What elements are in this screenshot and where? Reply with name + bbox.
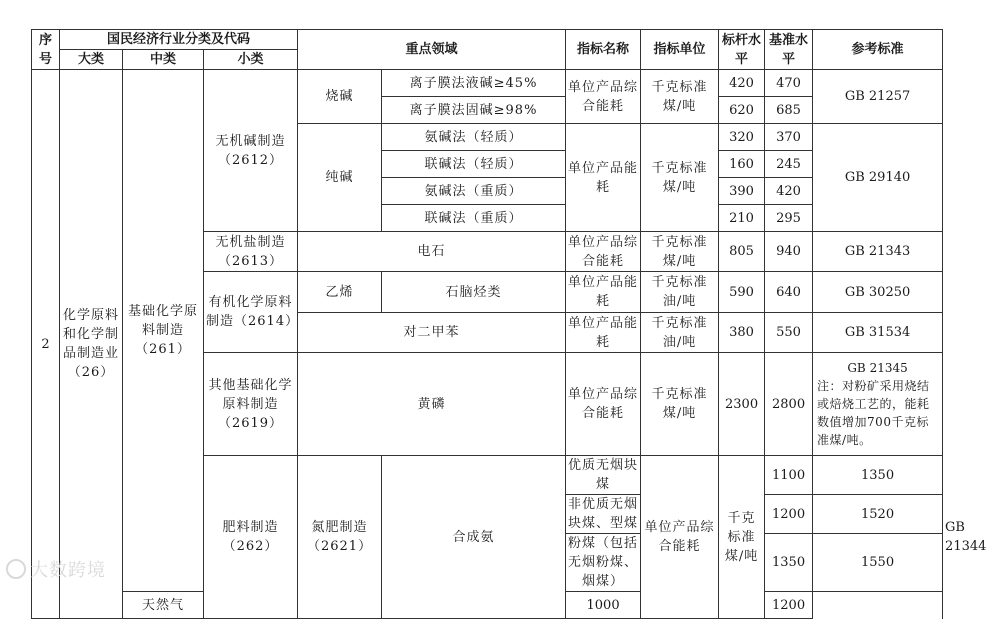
baseline-cell: 685 <box>765 97 813 124</box>
baseline-cell: 1550 <box>813 534 943 592</box>
minor-nitrogen-cell: 氮肥制造（2621） <box>298 456 382 619</box>
area-cell: 黄磷 <box>298 353 566 456</box>
baseline-cell: 420 <box>765 178 813 205</box>
baseline-cell: 640 <box>765 272 813 313</box>
benchmark-cell: 420 <box>719 70 765 97</box>
benchmark-cell: 160 <box>719 151 765 178</box>
caustic-cell: 烧碱 <box>298 70 382 124</box>
header-row-1 <box>32 30 943 50</box>
header-benchmark: 标杆水平 <box>719 30 765 70</box>
indicator-cell: 单位产品综合能耗 <box>566 232 641 272</box>
area-cell: 石脑烃类 <box>382 272 566 313</box>
benchmark-cell: 380 <box>719 313 765 353</box>
baseline-cell: 940 <box>765 232 813 272</box>
area-cell: 优质无烟块煤 <box>566 456 641 495</box>
area-cell: 粉煤（包括无烟粉煤、烟煤） <box>566 534 641 592</box>
baseline-cell: 245 <box>765 151 813 178</box>
reference-cell: GB 31534 <box>813 313 943 353</box>
table-row <box>32 70 943 97</box>
minor-organic-cell: 有机化学原料制造（2614） <box>204 272 298 353</box>
middle-fertilizer-cell: 肥料制造（262） <box>204 456 298 619</box>
header-indicator-unit: 指标单位 <box>641 30 719 70</box>
benchmark-cell: 1200 <box>765 495 813 534</box>
benchmark-cell: 590 <box>719 272 765 313</box>
minor-salt-cell: 无机盐制造（2613） <box>204 232 298 272</box>
reference-cell <box>813 353 943 456</box>
benchmark-cell: 1350 <box>765 534 813 592</box>
baseline-cell: 1200 <box>765 592 813 619</box>
minor-alkali-cell: 无机碱制造（2612） <box>204 70 298 232</box>
benchmark-cell: 620 <box>719 97 765 124</box>
indicator-cell: 单位产品综合能耗 <box>641 456 719 619</box>
area-cell: 联碱法（重质） <box>382 205 566 232</box>
header-industry-class: 国民经济行业分类及代码 <box>60 30 298 50</box>
area-cell: 联碱法（轻质） <box>382 151 566 178</box>
unit-cell: 千克标准煤/吨 <box>641 124 719 232</box>
benchmark-cell: 1100 <box>765 456 813 495</box>
reference-cell: GB 21257 <box>813 70 943 124</box>
energy-benchmark-table <box>31 29 986 619</box>
baseline-cell: 470 <box>765 70 813 97</box>
baseline-cell: 550 <box>765 313 813 353</box>
ethylene-cell: 乙烯 <box>298 272 382 313</box>
benchmark-cell: 320 <box>719 124 765 151</box>
baseline-cell: 1350 <box>813 456 943 495</box>
baseline-cell: 370 <box>765 124 813 151</box>
area-cell: 氨碱法（轻质） <box>382 124 566 151</box>
header-indicator-name: 指标名称 <box>566 30 641 70</box>
ammonia-cell: 合成氨 <box>382 456 566 619</box>
area-cell: 氨碱法（重质） <box>382 178 566 205</box>
header-key-area: 重点领域 <box>298 30 566 70</box>
benchmark-cell: 2300 <box>719 353 765 456</box>
watermark <box>6 556 106 582</box>
baseline-cell: 1520 <box>813 495 943 534</box>
unit-cell: 千克标准煤/吨 <box>719 456 765 619</box>
benchmark-cell: 210 <box>719 205 765 232</box>
indicator-cell: 单位产品能耗 <box>566 313 641 353</box>
baseline-cell: 2800 <box>765 353 813 456</box>
benchmark-cell: 1000 <box>566 592 641 619</box>
minor-other-cell: 其他基础化学原料制造（2619） <box>204 353 298 456</box>
watermark-text: 大数跨境 <box>30 560 106 581</box>
unit-cell: 千克标准油/吨 <box>641 313 719 353</box>
header-middle: 中类 <box>123 50 204 70</box>
unit-cell: 千克标准煤/吨 <box>641 70 719 124</box>
benchmark-cell: 805 <box>719 232 765 272</box>
indicator-cell: 单位产品综合能耗 <box>566 353 641 456</box>
area-cell: 对二甲苯 <box>298 313 566 353</box>
benchmark-cell: 390 <box>719 178 765 205</box>
unit-cell: 千克标准煤/吨 <box>641 232 719 272</box>
seq-cell: 2 <box>32 70 60 619</box>
indicator-cell: 单位产品综合能耗 <box>566 70 641 124</box>
reference-standard: GB 21345 <box>847 361 908 375</box>
middle-basic-cell: 基础化学原料制造（261） <box>123 70 204 592</box>
reference-cell: GB 30250 <box>813 272 943 313</box>
reference-cell: GB 21343 <box>813 232 943 272</box>
area-cell: 电石 <box>298 232 566 272</box>
table-row: 肥料制造（262） 氮肥制造（2621） 合成氨 优质无烟块煤 单位产品综合能耗 千克标准煤/吨 1100 1350 GB 21344 <box>32 456 943 495</box>
unit-cell: 千克标准煤/吨 <box>641 353 719 456</box>
header-major: 大类 <box>60 50 123 70</box>
area-cell: 非优质无烟块煤、型煤 <box>566 495 641 534</box>
major-cell: 化学原料和化学制品制造业（26） <box>60 70 123 619</box>
area-cell: 离子膜法液碱≥45% <box>382 70 566 97</box>
header-minor: 小类 <box>204 50 298 70</box>
area-cell: 离子膜法固碱≥98% <box>382 97 566 124</box>
unit-cell: 千克标准油/吨 <box>641 272 719 313</box>
area-cell: 天然气 <box>123 592 204 619</box>
indicator-cell: 单位产品能耗 <box>566 272 641 313</box>
header-baseline: 基准水平 <box>765 30 813 70</box>
reference-note: 注：对粉矿采用烧结或焙烧工艺的，能耗数值增加700千克标准煤/吨。 <box>817 379 930 447</box>
header-reference: 参考标准 <box>813 30 943 70</box>
watermark-logo-icon <box>6 559 26 579</box>
baseline-cell: 295 <box>765 205 813 232</box>
indicator-cell: 单位产品能耗 <box>566 124 641 232</box>
soda-cell: 纯碱 <box>298 124 382 232</box>
header-seq: 序号 <box>32 30 60 70</box>
reference-cell: GB 29140 <box>813 124 943 232</box>
